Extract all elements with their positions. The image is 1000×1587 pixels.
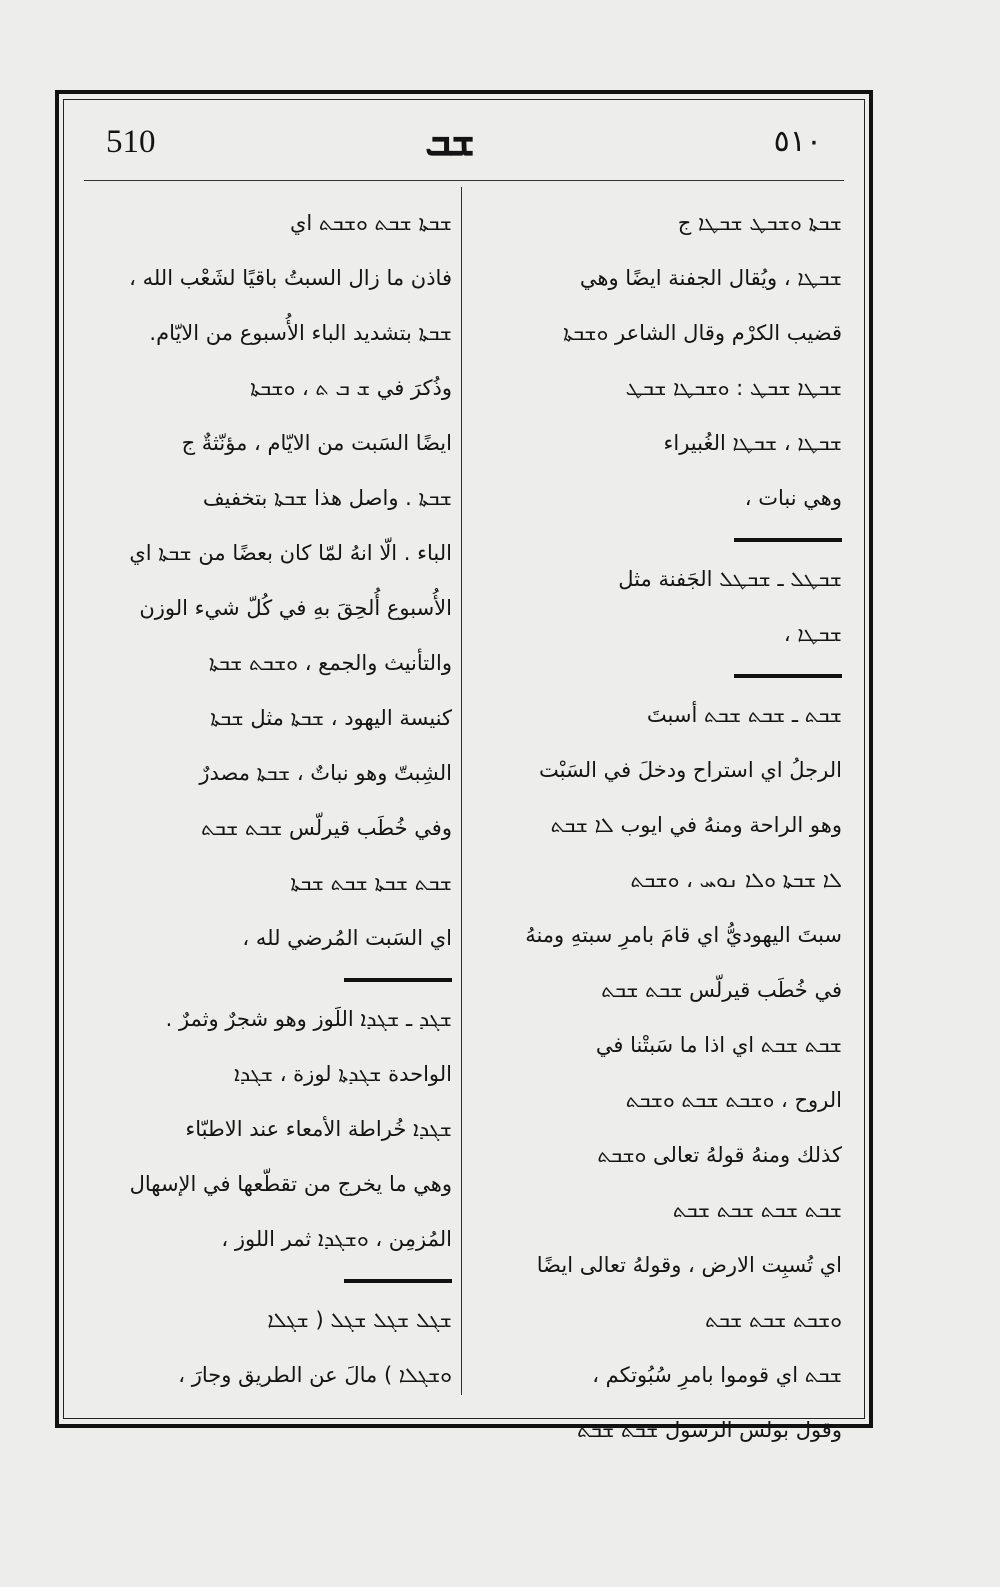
entry-separator	[470, 662, 842, 688]
text-line: وذُكرَ في ܫ ܒ ܬ ، ܘܫܒܬܐ	[250, 376, 452, 400]
text-line: ܫܓܕܐ خُراطة الأمعاء عند الاطبّاء	[185, 1117, 452, 1141]
text-line: ܫܒܬܐ ܘܫܒܛ ܫܒܛܐ ج	[677, 211, 842, 235]
page-number-latin: 510	[106, 124, 156, 160]
left-column	[80, 196, 452, 1403]
column-divider	[461, 187, 462, 1395]
text-line: الواحدة ܫܓܕܬܐ لوزة ، ܫܓܕܐ	[234, 1062, 452, 1086]
text-line: ܫܒܬܐ . واصل هذا ܫܒܬܐ بتخفيف	[202, 486, 452, 510]
text-line: ܘܫܒܬ ܫܒܬ ܫܒܬ	[705, 1308, 842, 1332]
text-line: الروح ، ܘܫܒܬ ܫܒܬ ܘܫܒܬ	[625, 1088, 842, 1112]
entry-separator	[80, 966, 452, 992]
text-line: فاذن ما زال السبتُ باقيًا لشَعْب الله ،	[129, 266, 452, 290]
text-line: ايضًا السَبت من الايّام ، مؤنّثةٌ ج	[181, 431, 452, 455]
header-rule	[84, 180, 844, 181]
text-line: المُزمِن ، ܘܫܓܕܐ ثمر اللوز ،	[221, 1227, 452, 1251]
text-line: اي تُسبِت الارض ، وقولهُ تعالى ايضًا	[536, 1253, 842, 1277]
page-number-arabic: ٥١٠	[773, 124, 822, 159]
text-line: ܫܒܛܐ ،	[783, 622, 842, 646]
text-line: الباء . الّا انهُ لمّا كان بعضًا من ܫܒܬܐ اي	[129, 541, 452, 565]
text-line: ܘܫܓܠܐ ) مالَ عن الطريق وجارَ ،	[178, 1363, 452, 1387]
text-line: ܠܐ ܫܒܬܐ ܘܠܐ ܢܘܚ ، ܘܫܒܬ	[630, 868, 842, 892]
text-line: كذلك ومنهُ قولهُ تعالى ܘܫܒܬ	[597, 1143, 842, 1167]
text-line: وهي نبات ،	[744, 486, 842, 510]
text-line: ܫܒܛܐ ܫܒܛ : ܘܫܒܛܐ ܫܒܛ	[625, 376, 842, 400]
text-line: وهي ما يخرج من تقطّعها في الإسهال	[129, 1172, 452, 1196]
entry-separator	[470, 526, 842, 552]
text-line: ܫܒܛܐ ، ܫܒܛܐ الغُبيراء	[663, 431, 842, 455]
text-line: سبتَ اليهوديُّ اي قامَ بامرِ سبتهِ ومنهُ	[525, 923, 842, 947]
text-line: ܫܒܛܠ ـ ܫܒܛܠ الجَفنة مثل	[618, 567, 842, 591]
text-line: الشِبتّ وهو نباتٌ ، ܫܒܬܐ مصدرٌ	[199, 761, 452, 785]
text-line: الأُسبوع أُلحِقَ بهِ في كُلّ شيء الوزن	[139, 596, 452, 620]
text-line: وهو الراحة ومنهُ في ايوب ܠܐ ܫܒܬ	[550, 813, 842, 837]
entry-separator	[80, 1267, 452, 1293]
text-line: ܫܒܬ ܫܒܬܐ ܫܒܬ ܫܒܬܐ	[290, 871, 452, 895]
text-line: ܫܓܕ ـ ܫܓܕܐ اللَوز وهو شجرٌ وثمرٌ .	[165, 1007, 452, 1031]
text-line: ܫܓܠ ܫܓܠ ܫܓܠ ( ܫܓܠܐ	[267, 1308, 452, 1332]
text-line: قضيب الكرْم وقال الشاعر ܘܫܒܬܐ	[563, 321, 842, 345]
text-line: ܫܒܬ ܫܒܬ ܫܒܬ ܫܒܬ	[672, 1198, 842, 1222]
text-line: ܫܒܬ ـ ܫܒܬ ܫܒܬ أسبتَ	[646, 703, 842, 727]
text-line: ܫܒܬ اي قوموا بامرِ سُبُوتكم ،	[592, 1363, 842, 1387]
text-line: ܫܒܛܐ ، ويُقال الجفنة ايضًا وهي	[579, 266, 842, 290]
text-line: كنيسة اليهود ، ܫܒܬܐ مثل ܫܒܬܐ	[210, 706, 452, 730]
text-line: والتأنيث والجمع ، ܘܫܒܬ ܫܒܬܐ	[208, 651, 452, 675]
text-line: وفي خُطَب قيرلّس ܫܒܬ ܫܒܬ	[201, 816, 452, 840]
text-line: ܫܒܬܐ بتشديد الباء الأُسبوع من الايّام.	[149, 321, 452, 345]
text-line: الرجلُ اي استراح ودخلَ في السَبْت	[539, 758, 842, 782]
text-line: اي السَبت المُرضي لله ،	[242, 926, 452, 950]
running-head: ܫܒ	[425, 118, 475, 165]
text-line: ܫܒܬܐ ܫܒܬ ܘܫܒܬ اي	[289, 211, 452, 235]
right-column	[470, 196, 842, 1458]
text-line: وقول بولس الرسول ܫܒܬ ܫܒܬ	[577, 1418, 842, 1442]
text-line: في خُطَب قيرلّس ܫܒܬ ܫܒܬ	[601, 978, 842, 1002]
text-line: ܫܒܬ ܫܒܬ اي اذا ما سَبتْنا في	[595, 1033, 842, 1057]
